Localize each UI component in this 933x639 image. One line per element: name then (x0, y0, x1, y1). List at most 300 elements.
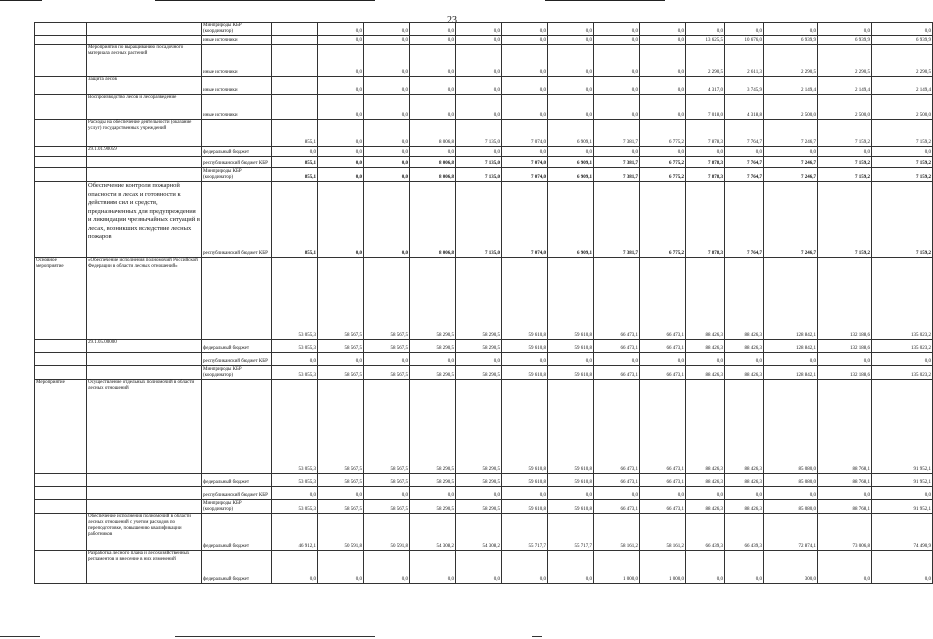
value-cell: 128 842,1 (764, 258, 818, 340)
value-cell: 7 381,7 (594, 120, 640, 147)
row-description-cell: Разработка лесного плана и лесохозяйственных регламентов и внесение в них изменений (87, 551, 202, 584)
table-row (35, 168, 933, 182)
value-cell: 88 426,3 (725, 366, 764, 380)
row-type-cell (35, 95, 87, 120)
row-description-cell: Мероприятия по выращиванию посадочного материала лесных растений (87, 45, 202, 77)
value-cell: 85 080,0 (764, 380, 818, 474)
value-cell: 7 878,3 (686, 157, 725, 168)
value-cell: 66 439,3 (686, 514, 725, 551)
value-cell: 59 610,8 (502, 500, 548, 514)
value-cell: 88 426,3 (686, 380, 725, 474)
budget-table (34, 22, 933, 584)
value-cell: 135 023,2 (872, 340, 933, 353)
value-cell: 0,0 (872, 487, 933, 500)
row-description-cell (87, 168, 202, 182)
value-cell: 0,0 (364, 157, 410, 168)
value-cell: 85 080,0 (764, 474, 818, 487)
value-cell: 135 023,2 (872, 258, 933, 340)
value-cell: 66 473,1 (594, 366, 640, 380)
value-cell: 73 006,8 (818, 514, 872, 551)
value-cell: 0,0 (410, 23, 456, 36)
value-cell: 7 135,0 (456, 120, 502, 147)
value-cell: 2 149,4 (764, 77, 818, 95)
value-cell: 58 161,2 (640, 514, 686, 551)
value-cell: 132 188,6 (818, 258, 872, 340)
value-cell: 0,0 (502, 77, 548, 95)
value-cell: 0,0 (364, 182, 410, 258)
value-cell: 7 074,0 (502, 157, 548, 168)
row-description-cell: Осуществление отдельных полномочий в области лесных отношений (87, 380, 202, 474)
value-cell: 58 290,5 (410, 500, 456, 514)
value-cell: 7 246,7 (764, 182, 818, 258)
row-source-cell (202, 380, 272, 474)
row-description-cell: «Обеспечение исполнения полномочий Российской Федерации в области лесных отношений» (87, 258, 202, 340)
value-cell: 0,0 (364, 120, 410, 147)
table-row (35, 120, 933, 147)
value-cell: 0,0 (410, 36, 456, 45)
value-cell: 7 764,7 (725, 157, 764, 168)
table-row (35, 36, 933, 45)
row-description-cell (87, 487, 202, 500)
row-type-cell (35, 487, 87, 500)
value-cell: 88 426,3 (725, 380, 764, 474)
table-row (35, 77, 933, 95)
value-cell: 58 567,5 (318, 340, 364, 353)
value-cell: 58 567,5 (364, 366, 410, 380)
value-cell: 855,1 (272, 182, 318, 258)
value-cell: 66 473,1 (594, 340, 640, 353)
value-cell: 54 308,2 (410, 514, 456, 551)
value-cell: 0,0 (686, 23, 725, 36)
value-cell: 59 610,8 (548, 258, 594, 340)
value-cell: 58 567,5 (364, 258, 410, 340)
value-cell: 7 878,3 (686, 182, 725, 258)
table-row (35, 95, 933, 120)
table-row (35, 380, 933, 474)
row-type-cell (35, 340, 87, 353)
row-type-cell (35, 77, 87, 95)
value-cell: 0,0 (272, 551, 318, 584)
value-cell: 0,0 (364, 353, 410, 366)
value-cell: 88 426,3 (686, 258, 725, 340)
value-cell: 7 246,7 (764, 168, 818, 182)
value-cell: 0,0 (410, 95, 456, 120)
value-cell: 0,0 (502, 551, 548, 584)
value-cell: 53 055,3 (272, 474, 318, 487)
value-cell: 0,0 (456, 77, 502, 95)
row-type-cell (35, 514, 87, 551)
value-cell: 0,0 (364, 551, 410, 584)
value-cell: 46 912,1 (272, 514, 318, 551)
value-cell: 59 610,8 (502, 258, 548, 340)
table-row (35, 551, 933, 584)
value-cell: 58 290,5 (410, 258, 456, 340)
value-cell: 132 188,6 (818, 366, 872, 380)
row-description-cell: Обеспечение исполнения полномочий в области лесных отношений с учетом расходов по переподготовке, повышению квалификации работников (87, 514, 202, 551)
row-type-cell (35, 45, 87, 77)
value-cell: 7 159,2 (872, 182, 933, 258)
value-cell: 59 610,8 (548, 474, 594, 487)
value-cell: 7 074,0 (502, 182, 548, 258)
value-cell: 0,0 (456, 36, 502, 45)
row-source-cell: Минприроды КБР (координатор) (202, 168, 272, 182)
value-cell: 0,0 (364, 487, 410, 500)
value-cell: 6 909,1 (548, 182, 594, 258)
value-cell: 7 381,7 (594, 182, 640, 258)
row-description-cell: 29.1.01.90059 (87, 147, 202, 157)
value-cell: 300,0 (764, 551, 818, 584)
value-cell: 7 135,0 (456, 168, 502, 182)
value-cell: 0,0 (640, 147, 686, 157)
value-cell: 66 473,1 (640, 380, 686, 474)
value-cell: 0,0 (364, 95, 410, 120)
value-cell: 6 909,1 (548, 168, 594, 182)
value-cell: 0,0 (764, 23, 818, 36)
value-cell: 88 426,3 (686, 500, 725, 514)
value-cell: 0,0 (318, 157, 364, 168)
value-cell: 0,0 (548, 147, 594, 157)
value-cell: 88 426,3 (686, 340, 725, 353)
top-rule-right (545, 0, 665, 1)
row-source-cell: республиканский бюджет КБР (202, 182, 272, 258)
value-cell: 88 426,3 (725, 500, 764, 514)
value-cell: 0,0 (548, 551, 594, 584)
value-cell: 0,0 (318, 95, 364, 120)
row-source-cell: Минприроды КБР (координатор) (202, 23, 272, 36)
value-cell: 0,0 (594, 353, 640, 366)
row-type-cell (35, 168, 87, 182)
row-type-cell (35, 120, 87, 147)
value-cell: 55 717,7 (502, 514, 548, 551)
value-cell: 59 610,8 (502, 474, 548, 487)
value-cell: 58 567,5 (318, 474, 364, 487)
value-cell: 58 290,5 (456, 366, 502, 380)
value-cell: 0,0 (318, 487, 364, 500)
row-source-cell: иные источники (202, 36, 272, 45)
value-cell: 0,0 (686, 147, 725, 157)
value-cell: 0,0 (272, 147, 318, 157)
value-cell: 7 246,7 (764, 120, 818, 147)
value-cell: 7 764,7 (725, 120, 764, 147)
value-cell: 0,0 (410, 77, 456, 95)
value-cell: 0,0 (548, 353, 594, 366)
value-cell: 7 381,7 (594, 157, 640, 168)
value-cell: 7 246,7 (764, 157, 818, 168)
row-description-cell (87, 353, 202, 366)
value-cell: 2 149,4 (872, 77, 933, 95)
value-cell: 855,1 (272, 120, 318, 147)
value-cell: 88 426,3 (686, 366, 725, 380)
value-cell (272, 95, 318, 120)
table-row (35, 147, 933, 157)
value-cell: 66 473,1 (640, 474, 686, 487)
value-cell: 58 567,5 (318, 258, 364, 340)
value-cell: 91 952,1 (872, 500, 933, 514)
value-cell: 6 909,1 (548, 120, 594, 147)
value-cell: 88 768,1 (818, 474, 872, 487)
row-source-cell: республиканский бюджет КБР (202, 353, 272, 366)
value-cell: 58 567,5 (318, 380, 364, 474)
value-cell: 7 764,7 (725, 168, 764, 182)
value-cell: 0,0 (686, 487, 725, 500)
value-cell: 0,0 (640, 353, 686, 366)
value-cell: 0,0 (818, 353, 872, 366)
value-cell: 0,0 (502, 353, 548, 366)
value-cell (272, 45, 318, 77)
value-cell: 0,0 (456, 45, 502, 77)
table-row (35, 157, 933, 168)
value-cell: 59 610,8 (548, 500, 594, 514)
row-description-cell (87, 500, 202, 514)
value-cell: 0,0 (318, 120, 364, 147)
value-cell: 8 006,8 (410, 168, 456, 182)
value-cell: 7 074,0 (502, 120, 548, 147)
value-cell: 53 055,3 (272, 258, 318, 340)
row-source-cell: федеральный бюджет (202, 147, 272, 157)
value-cell: 4 317,0 (686, 77, 725, 95)
row-source-cell (202, 120, 272, 147)
value-cell: 0,0 (594, 23, 640, 36)
row-source-cell: федеральный бюджет (202, 474, 272, 487)
value-cell: 0,0 (640, 23, 686, 36)
value-cell: 135 023,2 (872, 366, 933, 380)
value-cell: 132 188,6 (818, 340, 872, 353)
value-cell: 50 591,8 (318, 514, 364, 551)
value-cell: 0,0 (364, 36, 410, 45)
value-cell: 0,0 (764, 353, 818, 366)
value-cell: 0,0 (502, 36, 548, 45)
value-cell: 58 290,5 (410, 366, 456, 380)
value-cell: 855,1 (272, 157, 318, 168)
value-cell: 6 939,9 (872, 36, 933, 45)
value-cell (272, 36, 318, 45)
value-cell: 2 500,0 (818, 95, 872, 120)
value-cell: 88 426,3 (725, 340, 764, 353)
value-cell: 0,0 (410, 487, 456, 500)
row-description-cell (87, 474, 202, 487)
row-description-cell (87, 23, 202, 36)
value-cell: 7 074,0 (502, 168, 548, 182)
value-cell: 2 290,5 (872, 45, 933, 77)
value-cell: 0,0 (725, 353, 764, 366)
value-cell: 0,0 (318, 36, 364, 45)
value-cell: 58 567,5 (364, 380, 410, 474)
value-cell: 0,0 (594, 45, 640, 77)
value-cell: 0,0 (818, 551, 872, 584)
row-type-cell: Мероприятие (35, 380, 87, 474)
value-cell: 128 842,1 (764, 366, 818, 380)
row-source-cell: федеральный бюджет (202, 514, 272, 551)
value-cell: 66 439,3 (725, 514, 764, 551)
value-cell: 0,0 (318, 147, 364, 157)
value-cell: 58 567,5 (364, 474, 410, 487)
value-cell: 7 159,2 (818, 120, 872, 147)
value-cell: 0,0 (548, 36, 594, 45)
value-cell: 0,0 (640, 36, 686, 45)
value-cell: 6 939,9 (764, 36, 818, 45)
value-cell: 58 161,2 (594, 514, 640, 551)
value-cell: 6 775,2 (640, 168, 686, 182)
value-cell: 0,0 (318, 182, 364, 258)
table-row (35, 474, 933, 487)
table-row (35, 353, 933, 366)
value-cell: 0,0 (548, 77, 594, 95)
value-cell: 53 055,3 (272, 380, 318, 474)
value-cell: 0,0 (725, 23, 764, 36)
value-cell: 0,0 (548, 487, 594, 500)
value-cell: 0,0 (456, 147, 502, 157)
value-cell: 59 610,8 (548, 380, 594, 474)
value-cell: 53 055,3 (272, 366, 318, 380)
value-cell: 58 290,5 (410, 340, 456, 353)
value-cell: 0,0 (872, 353, 933, 366)
value-cell: 0,0 (640, 77, 686, 95)
row-description-cell (87, 36, 202, 45)
value-cell: 58 290,5 (456, 380, 502, 474)
value-cell: 0,0 (686, 551, 725, 584)
row-source-cell: иные источники (202, 45, 272, 77)
value-cell: 2 290,5 (686, 45, 725, 77)
value-cell: 0,0 (818, 23, 872, 36)
value-cell: 10 676,0 (725, 36, 764, 45)
value-cell: 0,0 (686, 353, 725, 366)
value-cell: 88 768,1 (818, 380, 872, 474)
value-cell: 0,0 (410, 147, 456, 157)
value-cell: 66 473,1 (594, 474, 640, 487)
value-cell: 7 159,2 (818, 168, 872, 182)
value-cell: 6 775,2 (640, 120, 686, 147)
value-cell: 0,0 (594, 36, 640, 45)
row-source-cell: Минприроды КБР (координатор) (202, 366, 272, 380)
value-cell: 59 610,8 (502, 366, 548, 380)
value-cell: 74 490,9 (872, 514, 933, 551)
value-cell: 1 000,0 (594, 551, 640, 584)
value-cell: 59 610,8 (548, 340, 594, 353)
value-cell: 0,0 (594, 487, 640, 500)
value-cell: 855,1 (272, 168, 318, 182)
table-row (35, 258, 933, 340)
row-source-cell: республиканский бюджет КБР (202, 487, 272, 500)
value-cell: 0,0 (764, 487, 818, 500)
value-cell (272, 23, 318, 36)
value-cell: 0,0 (272, 353, 318, 366)
value-cell: 0,0 (456, 487, 502, 500)
value-cell: 91 952,1 (872, 380, 933, 474)
value-cell: 66 473,1 (640, 340, 686, 353)
value-cell: 59 610,8 (502, 340, 548, 353)
row-source-cell: федеральный бюджет (202, 551, 272, 584)
value-cell: 0,0 (872, 551, 933, 584)
value-cell: 0,0 (548, 23, 594, 36)
value-cell: 55 717,7 (548, 514, 594, 551)
value-cell: 0,0 (318, 551, 364, 584)
table-row (35, 45, 933, 77)
table-row (35, 514, 933, 551)
value-cell: 2 500,0 (872, 95, 933, 120)
value-cell: 0,0 (640, 45, 686, 77)
value-cell (272, 77, 318, 95)
row-source-cell (202, 258, 272, 340)
value-cell: 8 006,8 (410, 120, 456, 147)
value-cell: 58 290,5 (410, 380, 456, 474)
value-cell: 0,0 (594, 147, 640, 157)
value-cell: 58 567,5 (318, 366, 364, 380)
value-cell: 3 745,9 (725, 77, 764, 95)
table-row (35, 500, 933, 514)
top-rule-mid (155, 0, 375, 1)
value-cell: 58 290,5 (456, 340, 502, 353)
value-cell: 66 473,1 (594, 258, 640, 340)
value-cell: 7 018,0 (686, 95, 725, 120)
value-cell: 59 610,8 (548, 366, 594, 380)
value-cell: 7 159,2 (818, 157, 872, 168)
value-cell: 58 567,5 (318, 500, 364, 514)
value-cell: 0,0 (410, 45, 456, 77)
row-description-cell: Обеспечение контроля пожарной опасности в лесах и готовности к действиям сил и средств, предназначенных для предупреждения и ликвидации чрезвычайных ситуаций в лесах, возникших вследствие лесных пожаров (87, 182, 202, 258)
value-cell: 128 842,1 (764, 340, 818, 353)
value-cell: 58 290,5 (456, 258, 502, 340)
value-cell: 72 874,1 (764, 514, 818, 551)
value-cell: 7 135,0 (456, 182, 502, 258)
row-type-cell (35, 147, 87, 157)
page-number: 23 (447, 15, 457, 26)
value-cell: 58 290,5 (456, 500, 502, 514)
value-cell: 7 878,3 (686, 120, 725, 147)
value-cell: 0,0 (318, 168, 364, 182)
value-cell: 0,0 (548, 45, 594, 77)
value-cell: 13 625,5 (686, 36, 725, 45)
bottom-rule-left (0, 636, 40, 637)
row-type-cell: Основное мероприятие (35, 258, 87, 340)
value-cell: 0,0 (364, 168, 410, 182)
row-type-cell (35, 36, 87, 45)
value-cell: 7 878,3 (686, 168, 725, 182)
table-row (35, 366, 933, 380)
value-cell: 8 006,8 (410, 157, 456, 168)
value-cell: 1 000,0 (640, 551, 686, 584)
value-cell: 6 939,9 (818, 36, 872, 45)
row-source-cell: федеральный бюджет (202, 340, 272, 353)
row-type-cell (35, 182, 87, 258)
table-row (35, 487, 933, 500)
value-cell: 50 591,8 (364, 514, 410, 551)
value-cell: 6 775,2 (640, 182, 686, 258)
value-cell: 0,0 (456, 23, 502, 36)
value-cell: 66 473,1 (640, 500, 686, 514)
value-cell: 88 426,3 (686, 474, 725, 487)
value-cell: 2 500,0 (764, 95, 818, 120)
value-cell: 0,0 (318, 45, 364, 77)
value-cell: 58 567,5 (364, 340, 410, 353)
value-cell: 0,0 (318, 353, 364, 366)
value-cell: 0,0 (456, 95, 502, 120)
row-description-cell (87, 366, 202, 380)
row-type-cell (35, 23, 87, 36)
row-description-cell: Воспроизводство лесов и лесоразведение (87, 95, 202, 120)
value-cell: 0,0 (318, 23, 364, 36)
row-description-cell: Защита лесов (87, 77, 202, 95)
value-cell: 0,0 (764, 147, 818, 157)
value-cell: 7 135,0 (456, 157, 502, 168)
row-type-cell (35, 474, 87, 487)
value-cell: 0,0 (456, 551, 502, 584)
row-type-cell (35, 353, 87, 366)
value-cell: 7 159,2 (818, 182, 872, 258)
value-cell: 58 567,5 (364, 500, 410, 514)
row-description-cell: Расходы на обеспечение деятельности (оказание услуг) государственных учреждений (87, 120, 202, 147)
value-cell: 88 426,3 (725, 474, 764, 487)
value-cell: 53 055,3 (272, 340, 318, 353)
